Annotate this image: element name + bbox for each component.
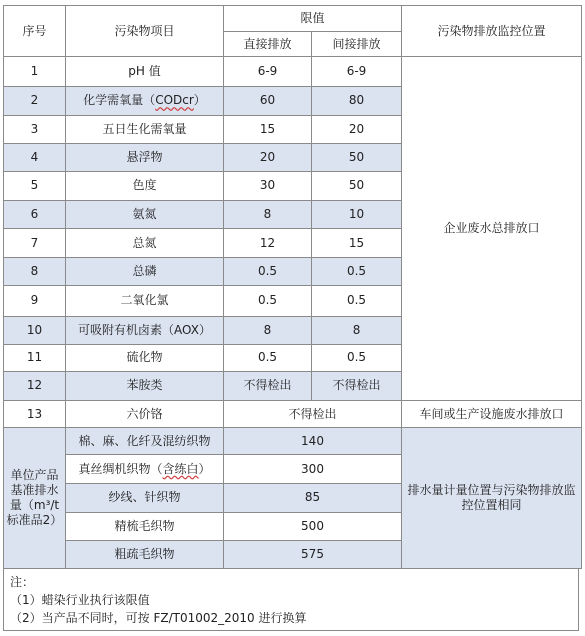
cell-seq: 13 <box>4 400 66 427</box>
spellcheck-underline: 含练白 <box>162 461 199 476</box>
cell-indirect: 80 <box>312 87 402 115</box>
header-item: 污染物项目 <box>66 6 224 57</box>
unit-location: 排水量计量位置与污染物排放监控位置相同 <box>402 428 582 569</box>
cell-indirect: 0.5 <box>312 258 402 286</box>
spellcheck-underline: CODcr <box>155 93 194 108</box>
cell-indirect: 50 <box>312 171 402 200</box>
note-2: （2）当产品不同时，可按 FZ/T01002_2010 进行换算 <box>10 611 307 625</box>
cell-direct: 0.5 <box>224 286 312 316</box>
cell-value: 300 <box>224 455 402 484</box>
header-seq: 序号 <box>4 6 66 57</box>
header-indirect: 间接排放 <box>312 32 402 57</box>
cell-item: 总氮 <box>66 229 224 258</box>
cell-item: 化学需氧量（CODcr） <box>66 87 224 115</box>
cell-item: 纱线、针织物 <box>66 484 224 512</box>
cell-item: 二氧化氯 <box>66 286 224 316</box>
cell-direct: 8 <box>224 316 312 344</box>
cell-limit: 不得检出 <box>224 400 402 427</box>
unit-label: 单位产品基准排水量（m³/t标准品2） <box>4 428 66 569</box>
cell-item: 粗疏毛织物 <box>66 540 224 568</box>
header-direct: 直接排放 <box>224 32 312 57</box>
cell-item: 总磷 <box>66 258 224 286</box>
cell-seq: 8 <box>4 258 66 286</box>
cell-indirect: 8 <box>312 316 402 344</box>
cell-seq: 3 <box>4 115 66 143</box>
table-row <box>4 400 582 427</box>
cell-indirect: 20 <box>312 115 402 143</box>
cell-indirect: 50 <box>312 143 402 171</box>
cell-value: 500 <box>224 512 402 540</box>
cell-item: 真丝绸机织物（含练白） <box>66 455 224 484</box>
cell-direct: 不得检出 <box>224 371 312 400</box>
table-row <box>4 428 582 455</box>
cell-seq: 7 <box>4 229 66 258</box>
cell-direct: 30 <box>224 171 312 200</box>
cell-item: 精梳毛织物 <box>66 512 224 540</box>
cell-seq: 2 <box>4 87 66 115</box>
cell-value: 140 <box>224 428 402 455</box>
cell-direct: 12 <box>224 229 312 258</box>
cell-item: 氨氮 <box>66 200 224 228</box>
table-row <box>4 57 582 87</box>
note-1: （1）蜡染行业执行该限值 <box>10 593 150 607</box>
cell-indirect: 不得检出 <box>312 371 402 400</box>
cell-direct: 60 <box>224 87 312 115</box>
cell-direct: 15 <box>224 115 312 143</box>
cell-direct: 8 <box>224 200 312 228</box>
cell-item: 苯胺类 <box>66 371 224 400</box>
cell-item: 棉、麻、化纤及混纺织物 <box>66 428 224 455</box>
cell-seq: 4 <box>4 143 66 171</box>
cell-seq: 11 <box>4 344 66 371</box>
notes-box <box>3 569 579 631</box>
header-limit: 限值 <box>224 6 402 32</box>
cell-item: pH 值 <box>66 57 224 87</box>
cell-seq: 12 <box>4 371 66 400</box>
cell-direct: 20 <box>224 143 312 171</box>
cell-item: 悬浮物 <box>66 143 224 171</box>
cell-direct: 6-9 <box>224 57 312 87</box>
cell-seq: 6 <box>4 200 66 228</box>
cell-item: 六价铬 <box>66 400 224 427</box>
cell-indirect: 15 <box>312 229 402 258</box>
cell-value: 575 <box>224 540 402 568</box>
cell-direct: 0.5 <box>224 344 312 371</box>
cell-value: 85 <box>224 484 402 512</box>
cell-item: 色度 <box>66 171 224 200</box>
notes-title: 注： <box>10 575 35 589</box>
cell-indirect: 0.5 <box>312 344 402 371</box>
location-main: 企业废水总排放口 <box>402 57 582 401</box>
header-row <box>4 6 582 32</box>
location-row13: 车间或生产设施废水排放口 <box>402 400 582 427</box>
cell-seq: 1 <box>4 57 66 87</box>
cell-direct: 0.5 <box>224 258 312 286</box>
cell-indirect: 10 <box>312 200 402 228</box>
cell-seq: 9 <box>4 286 66 316</box>
cell-indirect: 6-9 <box>312 57 402 87</box>
cell-seq: 10 <box>4 316 66 344</box>
cell-seq: 5 <box>4 171 66 200</box>
pollutant-limits-table <box>3 5 582 569</box>
cell-item: 硫化物 <box>66 344 224 371</box>
header-location: 污染物排放监控位置 <box>402 6 582 57</box>
cell-indirect: 0.5 <box>312 286 402 316</box>
cell-item: 五日生化需氧量 <box>66 115 224 143</box>
cell-item: 可吸附有机卤素（AOX） <box>66 316 224 344</box>
